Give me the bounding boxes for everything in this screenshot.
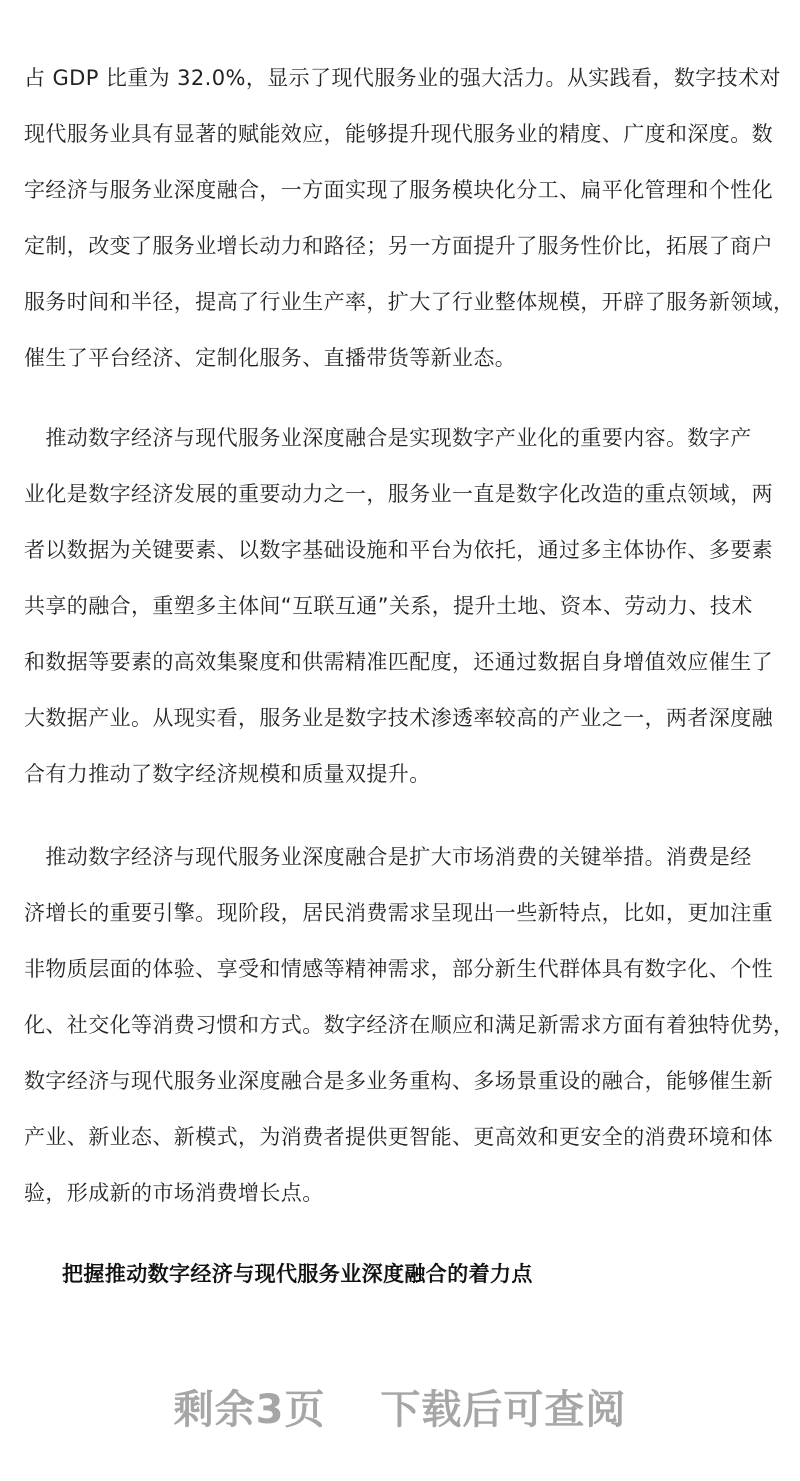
text-line: 化、社交化等消费习惯和方式。数字经济在顺应和满足新需求方面有着独特优势， bbox=[24, 1013, 795, 1037]
text-line: 定制，改变了服务业增长动力和路径；另一方面提升了服务性价比，拓展了商户 bbox=[24, 234, 773, 258]
paragraph-2 bbox=[24, 410, 776, 802]
text-line: 字经济与服务业深度融合，一方面实现了服务模块化分工、扁平化管理和个性化 bbox=[24, 178, 773, 202]
text-line: 业化是数字经济发展的重要动力之一，服务业一直是数字化改造的重点领域，两 bbox=[24, 482, 773, 506]
text-line: 产业、新业态、新模式，为消费者提供更智能、更高效和更安全的消费环境和体 bbox=[24, 1125, 773, 1149]
text-line: 共享的融合，重塑多主体间“互联互通”关系，提升土地、资本、劳动力、技术 bbox=[24, 594, 753, 618]
text-line: 大数据产业。从现实看，服务业是数字技术渗透率较高的产业之一，两者深度融 bbox=[24, 706, 773, 730]
paragraph-3 bbox=[24, 829, 795, 1221]
text-line: 济增长的重要引擎。现阶段，居民消费需求呈现出一些新特点，比如，更加注重 bbox=[24, 901, 773, 925]
text-line: 推动数字经济与现代服务业深度融合是实现数字产业化的重要内容。数字产 bbox=[24, 426, 752, 450]
text-line: 和数据等要素的高效集聚度和供需精准匹配度，还通过数据自身增值效应催生了 bbox=[24, 650, 773, 674]
text-line: 验，形成新的市场消费增长点。 bbox=[24, 1181, 324, 1205]
section-heading: 把握推动数字经济与现代服务业深度融合的着力点 bbox=[62, 1262, 533, 1286]
text-line: 现代服务业具有显著的赋能效应，能够提升现代服务业的精度、广度和深度。数 bbox=[24, 122, 773, 146]
text-line: 占 GDP 比重为 32.0%，显示了现代服务业的强大活力。从实践看，数字技术对 bbox=[24, 66, 781, 90]
text-line: 服务时间和半径，提高了行业生产率，扩大了行业整体规模，开辟了服务新领域， bbox=[24, 290, 795, 314]
text-line: 数字经济与现代服务业深度融合是多业务重构、多场景重设的融合，能够催生新 bbox=[24, 1069, 773, 1093]
read-more-banner[interactable] bbox=[0, 1378, 800, 1435]
text-line: 催生了平台经济、定制化服务、直播带货等新业态。 bbox=[24, 346, 517, 370]
text-line: 合有力推动了数字经济规模和质量双提升。 bbox=[24, 762, 431, 786]
text-line: 非物质层面的体验、享受和情感等精神需求，部分新生代群体具有数字化、个性 bbox=[24, 957, 773, 981]
download-to-read-label[interactable]: 下载后可查阅 bbox=[380, 1387, 627, 1433]
remaining-pages-label: 剩余3页 bbox=[173, 1387, 326, 1433]
text-line: 推动数字经济与现代服务业深度融合是扩大市场消费的关键举措。消费是经 bbox=[24, 845, 752, 869]
text-line: 者以数据为关键要素、以数字基础设施和平台为依托，通过多主体协作、多要素 bbox=[24, 538, 773, 562]
paragraph-1 bbox=[24, 50, 795, 386]
clipped-previous-line bbox=[24, 0, 776, 6]
